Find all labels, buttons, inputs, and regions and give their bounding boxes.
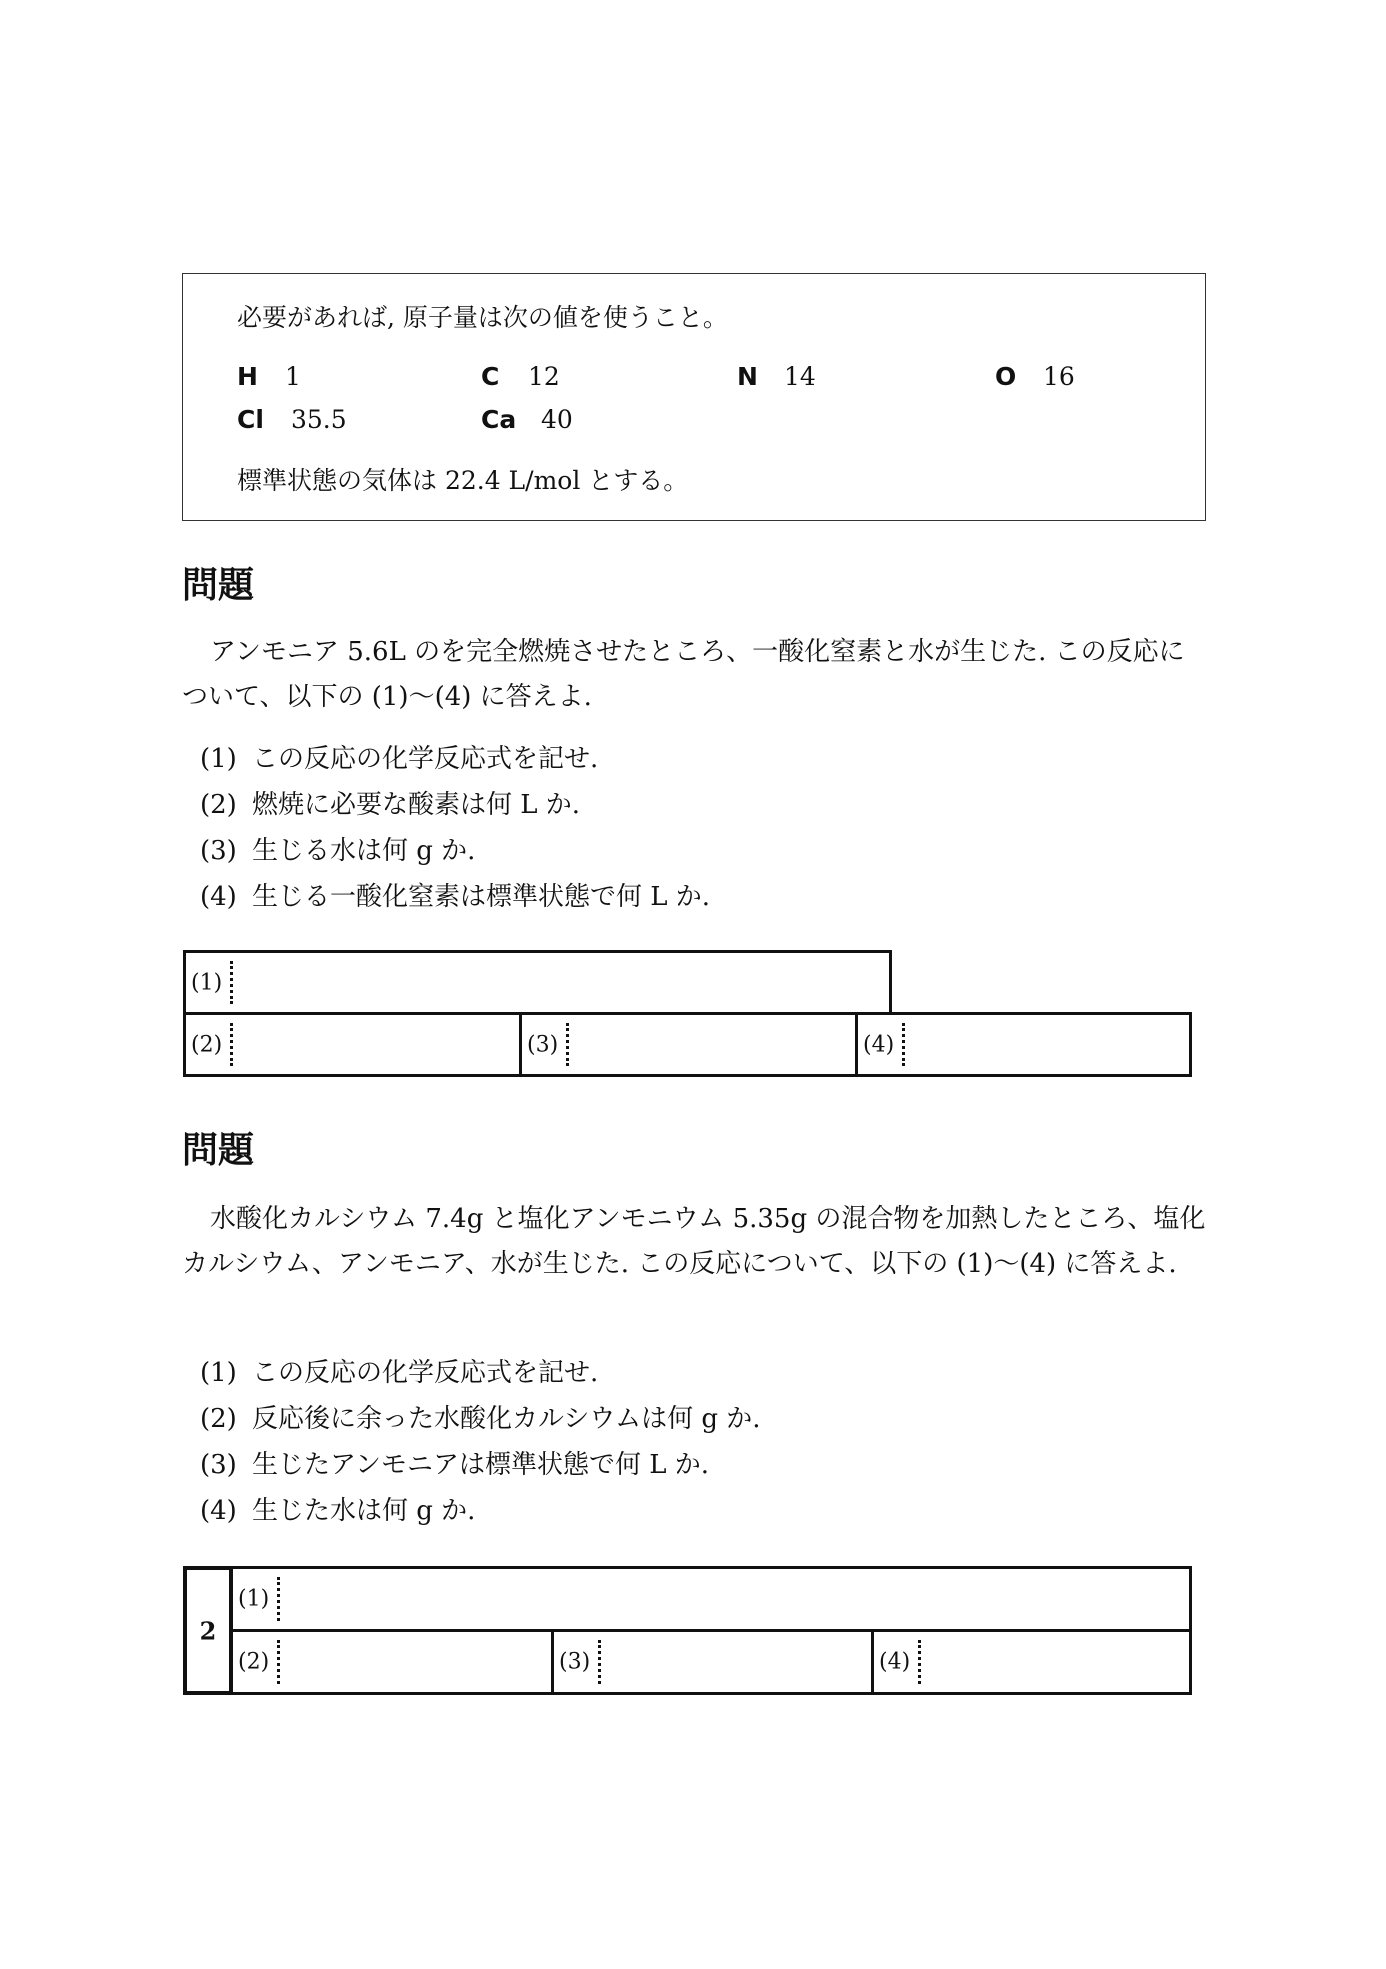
problem1-question (200, 736, 710, 782)
question-text: 生じる水は何 g か. (252, 836, 476, 866)
problem2-title: 問題 (182, 1130, 255, 1171)
problem2-answer-3-field[interactable] (551, 1629, 874, 1695)
question-text: 生じた水は何 g か. (252, 1496, 476, 1526)
question-text: 燃焼に必要な酸素は何 L か. (252, 790, 581, 820)
question-number: (1) (200, 1358, 237, 1388)
problem2-question (200, 1396, 761, 1442)
element-value-n: 14 (784, 362, 816, 391)
element-symbol-c: C (481, 362, 500, 391)
answer-label: (3) (527, 1032, 559, 1057)
problem2-question (200, 1350, 761, 1396)
answer-label: (2) (238, 1649, 270, 1675)
answer-label: (4) (863, 1032, 895, 1057)
problem1-question-list (200, 736, 710, 920)
element-value-o: 16 (1043, 362, 1075, 391)
answer-label: (3) (559, 1649, 591, 1675)
problem2-text-content: 水酸化カルシウム 7.4g と塩化アンモニウム 5.35g の混合物を加熱したところ、塩化カルシウム、アンモニア、水が生じた. この反応について、以下の (1)〜(4) に答えよ. (182, 1204, 1206, 1279)
problem2-answer-4-field[interactable] (871, 1629, 1192, 1695)
dotted-divider (566, 1023, 569, 1066)
question-number: (2) (200, 1404, 237, 1434)
atomic-weight-intro: 必要があれば, 原子量は次の値を使うこと。 (237, 303, 728, 332)
element-symbol-h: H (237, 362, 258, 391)
question-text: 生じたアンモニアは標準状態で何 L か. (252, 1450, 710, 1480)
element-value-c: 12 (528, 362, 560, 391)
element-symbol-cl: Cl (237, 405, 264, 434)
dotted-divider (598, 1640, 601, 1684)
element-value-ca: 40 (541, 405, 573, 434)
question-number: (1) (200, 744, 237, 774)
question-text: この反応の化学反応式を記せ. (252, 744, 599, 774)
problem2-number-cell (183, 1566, 233, 1695)
problem1-answer-2-field[interactable] (183, 1012, 522, 1077)
question-text: この反応の化学反応式を記せ. (252, 1358, 599, 1388)
question-number: (4) (200, 882, 237, 912)
dotted-divider (902, 1023, 905, 1066)
problem1-question (200, 782, 710, 828)
element-symbol-n: N (737, 362, 758, 391)
question-number: (3) (200, 1450, 237, 1480)
problem1-answer-4-field[interactable] (855, 1012, 1192, 1077)
problem1-question (200, 874, 710, 920)
question-number: (3) (200, 836, 237, 866)
dotted-divider (230, 961, 233, 1004)
problem1-text (182, 630, 1208, 720)
problem2-question (200, 1488, 761, 1534)
atomic-weight-box (182, 273, 1206, 521)
question-number: (4) (200, 1496, 237, 1526)
question-number: (2) (200, 790, 237, 820)
element-value-h: 1 (285, 362, 301, 391)
problem2-question-list (200, 1350, 761, 1534)
dotted-divider (277, 1577, 280, 1621)
element-symbol-ca: Ca (481, 405, 517, 434)
problem1-title: 問題 (182, 565, 255, 606)
problem1-answer-3-field[interactable] (519, 1012, 858, 1077)
dotted-divider (277, 1640, 280, 1684)
answer-label: (1) (238, 1586, 270, 1612)
problem2-answer-1-field[interactable] (230, 1566, 1192, 1632)
dotted-divider (230, 1023, 233, 1066)
problem2-text (182, 1197, 1208, 1287)
answer-label: (1) (191, 970, 223, 995)
problem2-answer-2-field[interactable] (230, 1629, 554, 1695)
question-text: 反応後に余った水酸化カルシウムは何 g か. (252, 1404, 761, 1434)
problem1-question (200, 828, 710, 874)
problem2-number: 2 (199, 1616, 217, 1645)
dotted-divider (918, 1640, 921, 1684)
problem1-text-content: アンモニア 5.6L のを完全燃焼させたところ、一酸化窒素と水が生じた. この反応について、以下の (1)〜(4) に答えよ. (182, 637, 1185, 712)
element-value-cl: 35.5 (291, 405, 347, 434)
problem2-question (200, 1442, 761, 1488)
question-text: 生じる一酸化窒素は標準状態で何 L か. (252, 882, 711, 912)
answer-label: (2) (191, 1032, 223, 1057)
element-symbol-o: O (995, 362, 1017, 391)
problem1-answer-1-field[interactable] (183, 950, 892, 1015)
gas-volume-note: 標準状態の気体は 22.4 L/mol とする。 (237, 466, 689, 495)
answer-label: (4) (879, 1649, 911, 1675)
